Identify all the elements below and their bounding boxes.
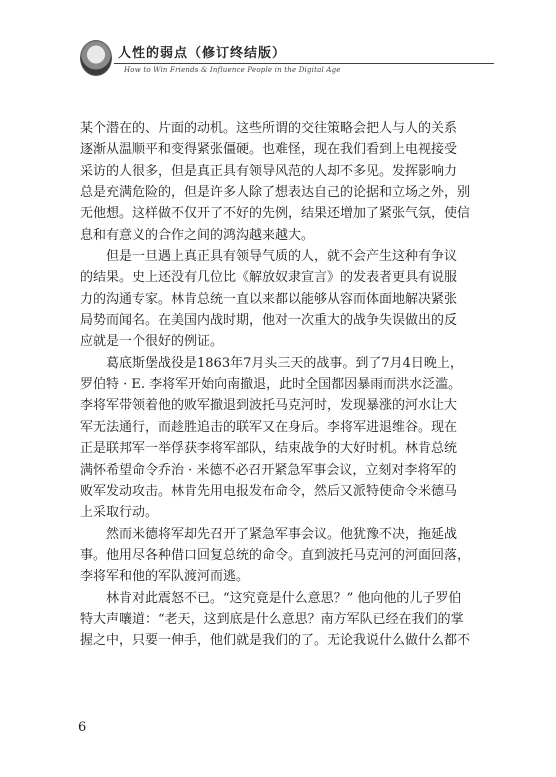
page-number: 6: [78, 720, 87, 735]
text-line: 军无法通行，而趁胜追击的联军又在身后。李将军进退维谷。现在: [80, 419, 458, 435]
text-line: 林肯对此震怒不已。“这究竟是什么意思？” 他向他的儿子罗伯: [80, 590, 462, 606]
text-line: 握之中，只要一伸手，他们就是我们的了。无论我说什么做什么都不: [80, 633, 471, 649]
book-subtitle: How to Win Friends & Influence People in the Digital Age: [124, 66, 341, 74]
text-line: 败军发动攻击。林肯先用电报发布命令，然后又派特使命令米德马: [80, 483, 458, 499]
text-line: 总是充满危险的，但是许多人除了想表达自己的论据和立场之外，别: [80, 185, 471, 201]
text-line: 局势而闻名。在美国内战时期，他对一次重大的战争失误做出的反: [80, 313, 458, 329]
text-line: 事。他用尽各种借口回复总统的命令。直到波托马克河的河面回落，: [80, 547, 471, 563]
text-line: 某个潜在的、片面的动机。这些所谓的交往策略会把人与人的关系: [80, 121, 458, 136]
header-rule: [114, 63, 494, 64]
body-text: [80, 118, 500, 652]
text-line: 但是一旦遇上真正具有领导气质的人，就不会产生这种有争议: [80, 249, 458, 265]
text-line: 然而米德将军却先召开了紧急军事会议。他犹豫不决，拖延战: [80, 526, 458, 542]
book-title: 人性的弱点（修订终结版）: [118, 46, 287, 61]
text-line: 无他想。这样做不仅开了不好的先例，结果还增加了紧张气氛，使信: [80, 206, 471, 222]
text-line: 逐渐从温顺平和变得紧张僵硬。也难怪，现在我们看到上电视接受: [80, 142, 458, 158]
text-line: 上采取行动。: [80, 505, 159, 521]
author-portrait: [80, 40, 112, 76]
text-line: 罗伯特 · E. 李将军开始向南撤退，此时全国都因暴雨而洪水泛滥。: [80, 377, 462, 393]
text-line: 李将军带领着他的败军撤退到波托马克河时，发现暴涨的河水让大: [80, 398, 458, 414]
text-line: 李将军和他的军队渡河而逃。: [80, 569, 250, 585]
text-line: 满怀希望命令乔治 · 米德不必召开紧急军事会议，立刻对李将军的: [80, 462, 457, 478]
text-line: 的结果。史上还没有几位比《解放奴隶宣言》的发表者更具有说服: [80, 270, 458, 286]
text-line: 力的沟通专家。林肯总统一直以来都以能够从容而体面地解决紧张: [80, 291, 458, 307]
text-line: 正是联邦军一举俘获李将军部队，结束战争的大好时机。林肯总统: [80, 441, 458, 457]
text-line: 特大声嚷道：“老天，这到底是什么意思？南方军队已经在我们的掌: [80, 611, 464, 627]
text-line: 采访的人很多，但是真正具有领导风范的人却不多见。发挥影响力: [80, 163, 458, 179]
running-header: [80, 40, 500, 80]
text-line: 息和有意义的合作之间的鸿沟越来越大。: [80, 227, 315, 243]
text-line: 应就是一个很好的例证。: [80, 334, 224, 350]
text-line: 葛底斯堡战役是1863年7月头三天的战事。到了7月4日晚上，: [80, 355, 463, 371]
